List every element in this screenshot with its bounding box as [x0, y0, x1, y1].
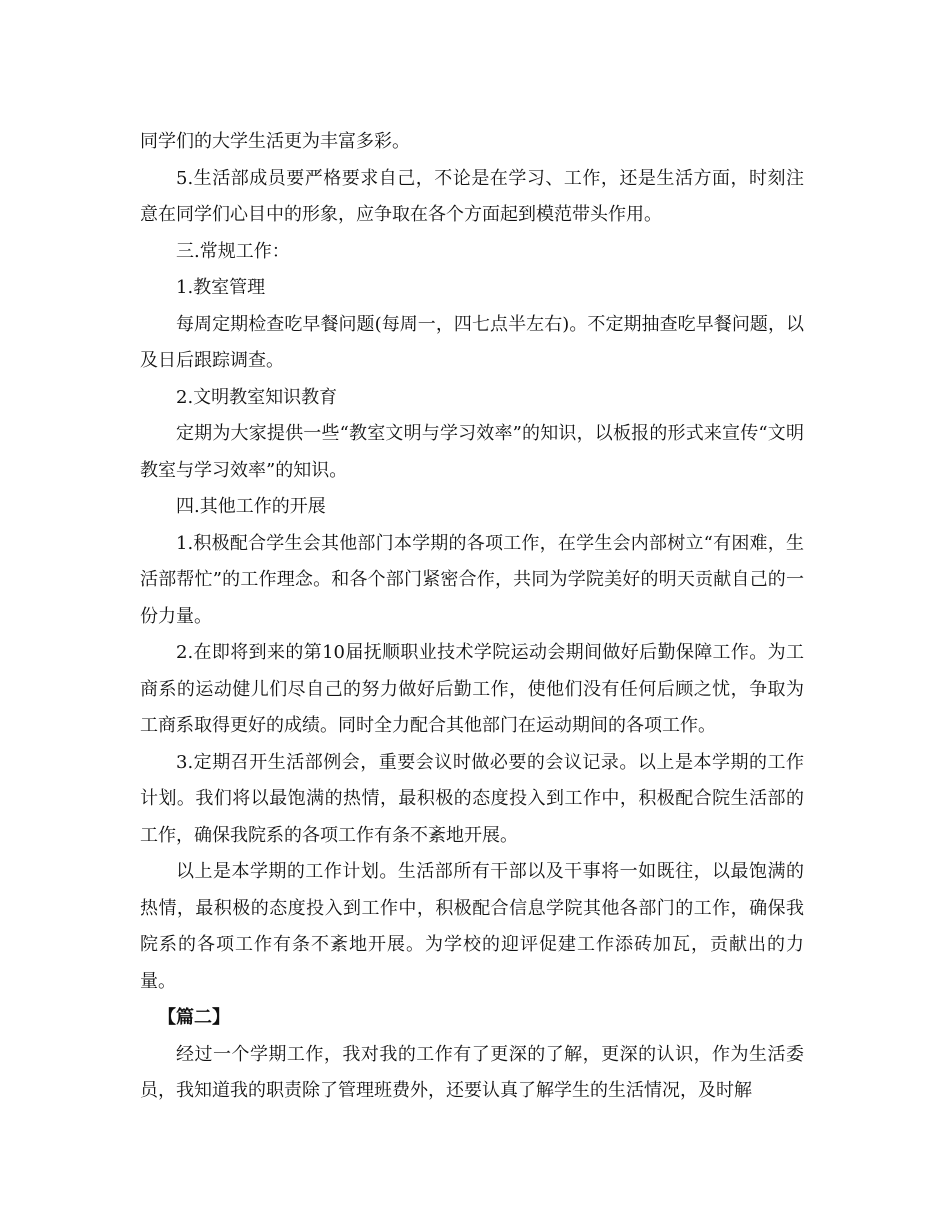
section-heading-routine-work: 三.常规工作： [176, 240, 290, 262]
paragraph-part-two-intro: 经过一个学期工作，我对我的工作有了更深的了解，更深的认识，作为生活委员，我知道我的职责除了管理班费外，还要认真了解学生的生活情况，及时解 [140, 1043, 804, 1101]
paragraph-civility-knowledge: 定期为大家提供一些“教室文明与学习效率”的知识，以板报的形式来宣传“文明教室与学习效率”的知识。 [140, 423, 804, 481]
paragraph-summary: 以上是本学期的工作计划。生活部所有干部以及干事将一如既往，以最饱满的热情，最积极的态度投入到工作中，积极配合信息学院其他各部门的工作，确保我院系的各项工作有条不紊地开展。为学校的迎评促建工作添砖加瓦，贡献出的力量。 [140, 861, 804, 992]
paragraph-other-work-3: 3.定期召开生活部例会，重要会议时做必要的会议记录。以上是本学期的工作计划。我们将以最饱满的热情，最积极的态度投入到工作中，积极配合院生活部的工作，确保我院系的各项工作有条不紊地开展。 [140, 751, 804, 846]
section-title-part-two: 【篇二】 [158, 1007, 230, 1028]
paragraph-other-work-1: 1.积极配合学生会其他部门本学期的各项工作，在学生会内部树立“有困难，生活部帮忙”的工作理念。和各个部门紧密合作，共同为学院美好的明天贡献自己的一份力量。 [140, 532, 804, 627]
subheading-classroom-management: 1.教室管理 [176, 277, 266, 298]
section-heading-other-work: 四.其他工作的开展 [176, 496, 326, 517]
paragraph-breakfast-check: 每周定期检查吃早餐问题(每周一，四七点半左右)。不定期抽查吃早餐问题，以及日后跟踪调查。 [140, 313, 804, 371]
paragraph-other-work-2: 2.在即将到来的第10届抚顺职业技术学院运动会期间做好后勤保障工作。为工商系的运动健儿们尽自己的努力做好后勤工作，使他们没有任何后顾之忧，争取为工商系取得更好的成绩。同时全力配合其他部门在运动期间的各项工作。 [140, 642, 804, 736]
paragraph-continuation: 同学们的大学生活更为丰富多彩。 [140, 131, 410, 152]
document-body [140, 124, 804, 1110]
paragraph-item-5: 5.生活部成员要严格要求自己，不论是在学习、工作，还是生活方面，时刻注意在同学们心目中的形象，应争取在各个方面起到模范带头作用。 [140, 167, 804, 225]
subheading-civility-education: 2.文明教室知识教育 [176, 386, 338, 408]
